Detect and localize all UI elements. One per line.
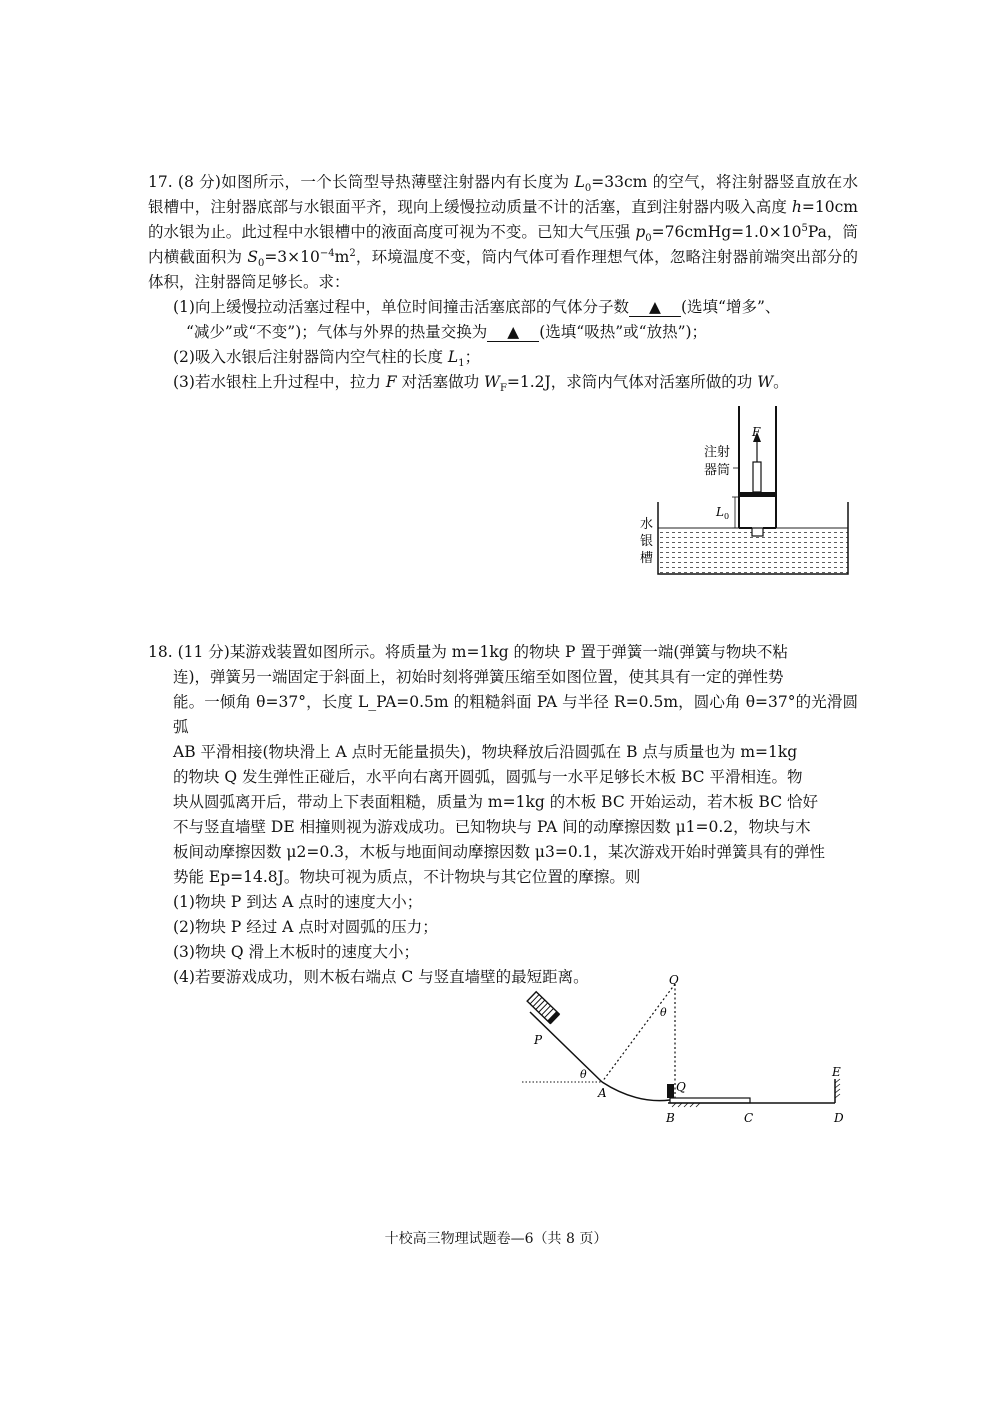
piston-rod xyxy=(753,462,761,492)
label-O: O xyxy=(669,973,679,987)
label-Q: Q xyxy=(676,1080,686,1094)
q18-part-4: (4)若要游戏成功，则木板右端点 C 与竖直墙壁的最短距离。 xyxy=(173,968,589,986)
tank-label-1: 水 xyxy=(640,517,654,532)
q18-part-2: (2)物块 P 经过 A 点时对圆弧的压力； xyxy=(173,918,438,936)
syringe-figure xyxy=(636,400,858,580)
length-label: $L_0$ xyxy=(716,505,730,521)
arc-AB xyxy=(602,1082,670,1101)
q18-part-1: (1)物块 P 到达 A 点时的速度大小； xyxy=(173,893,423,911)
syringe-label-1: 注射 xyxy=(704,445,731,460)
answer-blank-2[interactable]: ▲ xyxy=(487,323,539,342)
label-E: E xyxy=(832,1065,841,1079)
syringe-label-2: 器筒 xyxy=(704,463,731,478)
spring-icon xyxy=(527,992,560,1024)
q17-part-2: (2)吸入水银后注射器筒内空气柱的长度 $L_1$； xyxy=(173,348,481,370)
syringe-tip xyxy=(752,528,763,536)
q18-number: 18. xyxy=(148,643,173,661)
tank-label-3: 槽 xyxy=(640,551,654,566)
q17-part-3: (3)若水银柱上升过程中，拉力 F 对活塞做功 $W_F=1.2J$，求筒内气体对活塞所做的功 W。 xyxy=(173,373,789,395)
piston xyxy=(740,492,775,497)
label-theta-left: θ xyxy=(580,1068,587,1081)
label-B: B xyxy=(666,1111,675,1125)
page-footer: 十校高三物理试题卷—6（共 8 页） xyxy=(384,1231,608,1247)
answer-blank-1[interactable]: ▲ xyxy=(629,298,681,317)
label-theta-top: θ xyxy=(660,1006,667,1019)
tank-label-2: 银 xyxy=(640,534,654,549)
q17-part-1-cont: “减少”或“不变”)；气体与外界的热量交换为 ▲ (选填“吸热”或“放热”)； xyxy=(186,323,708,341)
q18-points: (11 分) xyxy=(177,643,230,661)
game-device-figure xyxy=(518,972,858,1130)
q17-part-1: (1)向上缓慢拉动活塞过程中，单位时间撞击活塞底部的气体分子数 ▲ (选填“增多”、 xyxy=(173,298,781,316)
q17-number: 17. xyxy=(148,173,173,191)
question-18: 18. (11 分)某游戏装置如图所示。将质量为 m=1kg 的物块 P 置于弹簧一端(弹簧与物块不粘 连)，弹簧另一端固定于斜面上，初始时刻将弹簧压缩至如图位置，使其具有一定的弹性势 能。一倾角 θ=37°，长度 L_PA=0.5m 的粗糙斜面 PA 与半径 R=0.5m，圆心角 θ=37°的光滑圆弧 AB 平滑相接(物块滑上 A 点时无能量损失)，物块释放后沿圆弧在 B 点与质量也为 m=1kg 的物块 Q 发生弹性正碰后，水平向右离开圆弧，圆弧与一水平足够长木板 BC 平滑相连。物 块从圆弧离开后，带动上下表面粗糙，质量为 m=1kg 的木板 BC 开始运动，若木板 BC 恰好 不与竖直墙壁 DE 相撞则视为游戏成功。已知物块与 PA 间的动摩擦因数 μ1=0.2，物块与木 板间动摩擦因数 μ2=0.3，木板与地面间动摩擦因数 μ3=0.1，某次游戏开始时弹簧具有的弹性 势能 Ep=14.8J。物块可视为质点，不计物块与其它位置的摩擦。则 (1)物块 P 到达 A 点时的速度大小； (2)物块 P 经过 A 点时对圆弧的压力； (3)物块 Q 滑上木板时的速度大小； (4)若要游戏成功，则木板右端点 C 与竖直墙壁的最短距离。 xyxy=(148,640,858,990)
label-D: D xyxy=(834,1111,844,1125)
label-P: P xyxy=(534,1033,543,1047)
q17-points: (8 分) xyxy=(177,173,221,191)
q17-stem: 17. (8 分)如图所示，一个长筒型导热薄壁注射器内有长度为 $L_0=33cm$ 的空气，将注射器竖直放在水银槽中，注射器底部与水银面平齐，现向上缓慢拉动质量不计的活塞，直到注射器内吸入高度 h=10cm 的水银为止。此过程中水银槽中的液面高度可视为不变。已知大气压强 $p_0=76cmHg=1.0\times 10^5Pa$，筒内横截面积为 $S_0=3\times 10^{-4}m^2$，环境温度不变，筒内气体可看作理想气体，忽略注射器前端突出部分的体积，注射器筒足够长。求： xyxy=(148,173,858,291)
q18-stem-1: 18. (11 分)某游戏装置如图所示。将质量为 m=1kg 的物块 P 置于弹簧一端(弹簧与物块不粘 xyxy=(148,643,788,661)
label-A: A xyxy=(598,1086,607,1100)
q18-part-3: (3)物块 Q 滑上木板时的速度大小； xyxy=(173,943,420,961)
force-label: F xyxy=(752,425,761,439)
block-Q xyxy=(667,1084,674,1098)
incline-PA xyxy=(530,1012,602,1082)
label-C: C xyxy=(744,1111,754,1125)
radius-OA xyxy=(602,984,675,1082)
question-17 xyxy=(148,170,858,395)
